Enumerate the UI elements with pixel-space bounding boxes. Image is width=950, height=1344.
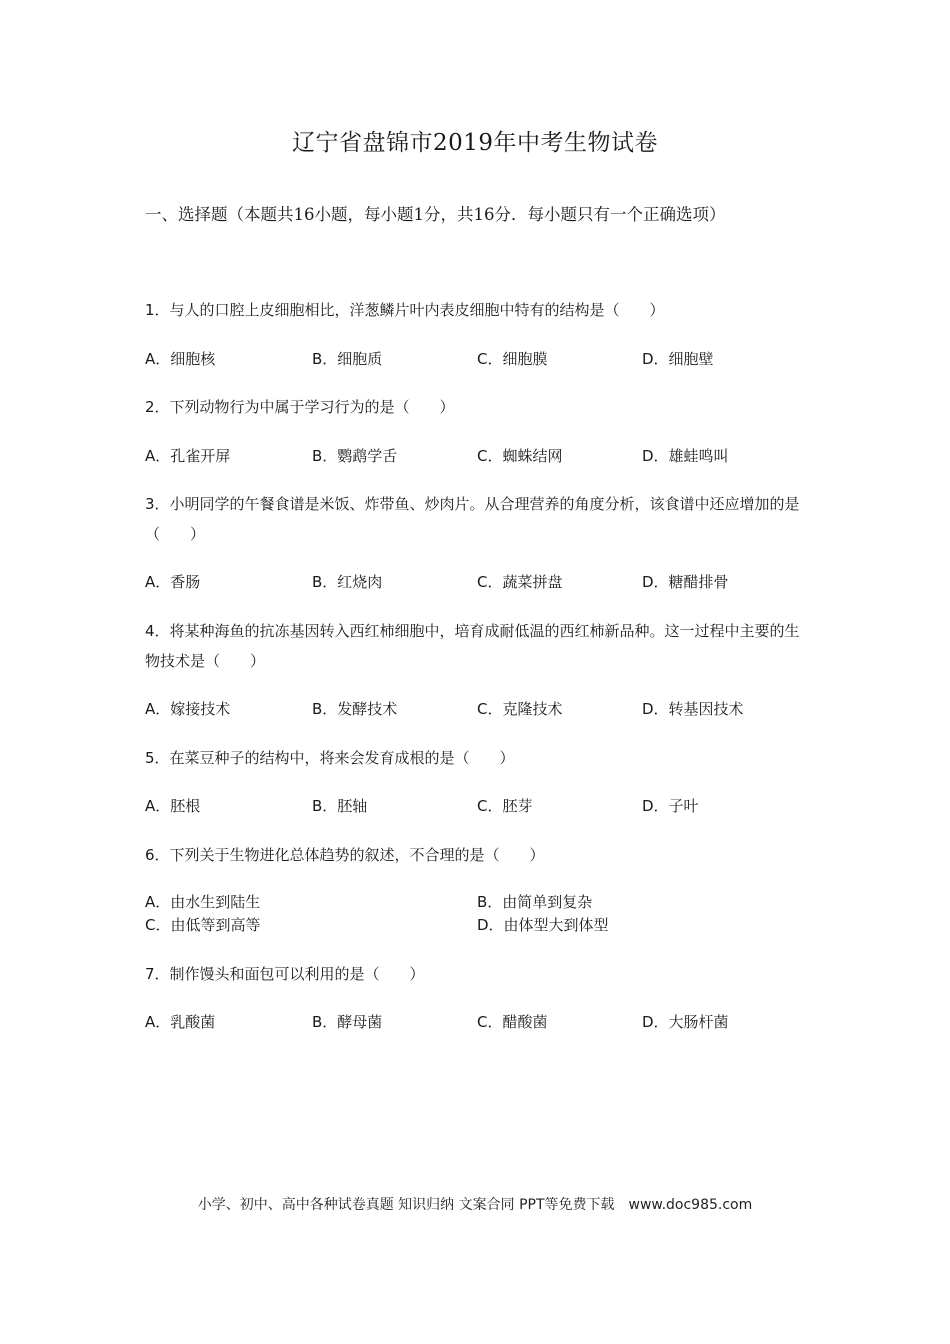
section-heading: 一、选择题（本题共16小题，每小题1分，共16分．每小题只有一个正确选项）: [145, 205, 726, 224]
option-d: D．糖醋排骨: [642, 573, 729, 591]
option-a: A．乳酸菌: [145, 1013, 216, 1031]
option-b: B．胚轴: [312, 797, 368, 815]
question-6-options: [145, 891, 810, 937]
option-a: A．香肠: [145, 573, 201, 591]
question-5-options: [145, 794, 810, 818]
question-7-options: [145, 1010, 810, 1034]
option-b: B．酵母菌: [312, 1013, 383, 1031]
option-a: A．嫁接技术: [145, 700, 231, 718]
option-c: C．细胞膜: [477, 350, 548, 368]
option-a: A．细胞核: [145, 350, 216, 368]
option-b: B．由简单到复杂: [477, 893, 593, 911]
question-1-options: [145, 347, 810, 371]
option-c: C．蔬菜拼盘: [477, 573, 563, 591]
option-d: D．细胞壁: [642, 350, 714, 368]
question-6-stem: 6．下列关于生物进化总体趋势的叙述，不合理的是（ ）: [145, 846, 545, 864]
question-5-stem: 5．在菜豆种子的结构中，将来会发育成根的是（ ）: [145, 749, 515, 767]
option-c: C．克隆技术: [477, 700, 563, 718]
option-a: A．胚根: [145, 797, 201, 815]
option-c: C．蜘蛛结网: [477, 447, 563, 465]
question-7-stem: 7．制作馒头和面包可以利用的是（ ）: [145, 965, 425, 983]
option-c: C．醋酸菌: [477, 1013, 548, 1031]
page-title: 辽宁省盘锦市2019年中考生物试卷: [291, 130, 659, 156]
option-a: A．由水生到陆生: [145, 893, 261, 911]
option-b: B．细胞质: [312, 350, 383, 368]
option-a: A．孔雀开屏: [145, 447, 231, 465]
option-b: B．发酵技术: [312, 700, 398, 718]
option-b: B．鹦鹉学舌: [312, 447, 398, 465]
page-footer: 小学、初中、高中各种试卷真题 知识归纳 文案合同 PPT等免费下载 www.doc985.com: [197, 1197, 753, 1213]
question-3-options: [145, 570, 810, 594]
option-b: B．红烧肉: [312, 573, 383, 591]
question-1-stem: 1．与人的口腔上皮细胞相比，洋葱鳞片叶内表皮细胞中特有的结构是（ ）: [145, 301, 665, 319]
question-2-stem: 2．下列动物行为中属于学习行为的是（ ）: [145, 398, 455, 416]
option-d: D．转基因技术: [642, 700, 744, 718]
option-d: D．由体型大到体型: [477, 916, 609, 934]
question-4-stem: 4．将某种海鱼的抗冻基因转入西红柿细胞中，培育成耐低温的西红柿新品种。这一过程中主要的生物技术是（ ）: [145, 622, 800, 670]
option-c: C．胚芽: [477, 797, 533, 815]
question-2-options: [145, 444, 810, 468]
question-3-stem: 3．小明同学的午餐食谱是米饭、炸带鱼、炒肉片。从合理营养的角度分析，该食谱中还应增加的是（ ）: [145, 495, 800, 543]
option-d: D．雄蛙鸣叫: [642, 447, 729, 465]
question-4-options: [145, 697, 810, 721]
option-c: C．由低等到高等: [145, 916, 261, 934]
option-d: D．子叶: [642, 797, 699, 815]
option-d: D．大肠杆菌: [642, 1013, 729, 1031]
